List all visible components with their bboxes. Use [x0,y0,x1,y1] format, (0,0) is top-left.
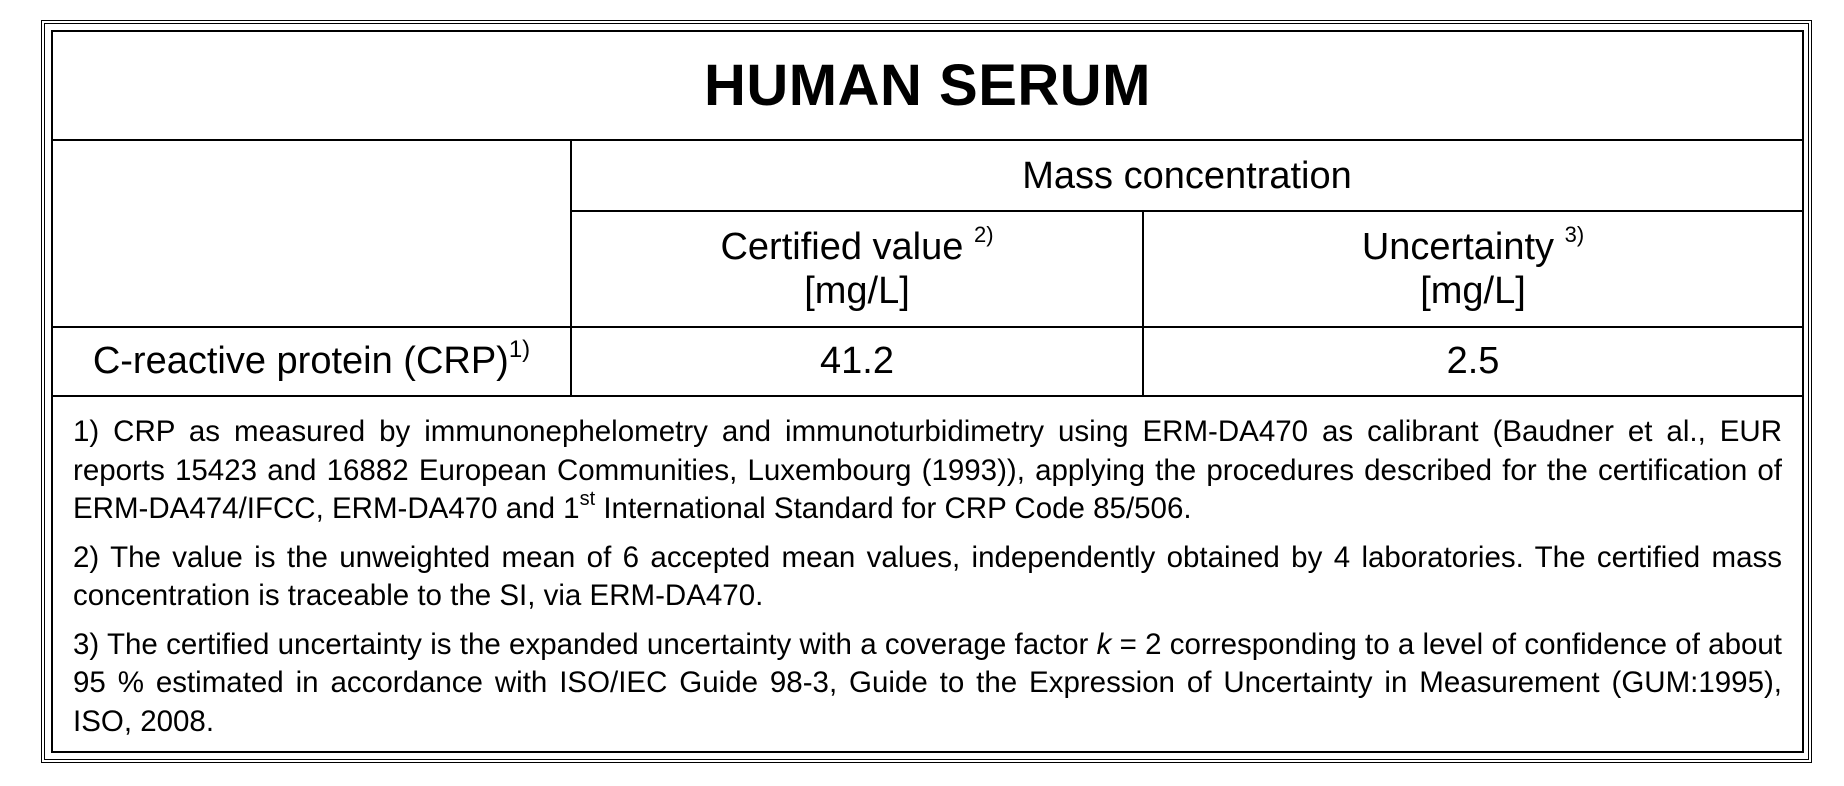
column-unit: [mg/L] [1420,270,1526,312]
footnotes-cell [52,396,1803,752]
uncertainty-cell: 2.5 [1143,327,1803,396]
column-label: Uncertainty [1361,226,1555,268]
footnote-1-text: 1) CRP as measured by immunonephelometry and immunoturbidimetry using ERM-DA470 as calibrant (Baudner et al., EUR reports 15423 and 16882 European Communities, Luxembourg (1993)), applying the procedures described for the certification of ERM-DA474/IFCC, ERM-DA470 and 1 [73,415,1783,525]
footnote-3 [73,626,1782,742]
footnote-marker: 2) [973,222,994,247]
group-header-mass-concentration: Mass concentration [571,140,1803,211]
footnote-marker: 3) [1564,222,1585,247]
column-unit: [mg/L] [804,270,910,312]
certified-values-table [51,30,1804,753]
certificate-frame [41,20,1812,763]
table-row [52,327,1803,396]
certified-value-cell: 41.2 [571,327,1143,396]
footnote-1 [73,413,1782,529]
column-header-certified-value [571,211,1143,327]
coverage-factor-symbol: k [1096,627,1112,661]
footnote-1-text-end: International Standard for CRP Code 85/506. [595,492,1192,525]
ordinal-suffix: st [579,488,596,510]
footnote-2: 2) The value is the unweighted mean of 6 accepted mean values, independently obtained by 4 laboratories. The certified mass concentration is traceable to the SI, via ERM-DA470. [73,540,1783,612]
analyte-cell [52,327,571,396]
empty-header-cell [52,140,571,327]
table-title: HUMAN SERUM [52,31,1803,140]
footnote-marker: 1) [508,336,531,363]
column-label: Certified value [720,226,964,268]
analyte-name: C-reactive protein (CRP) [92,340,509,382]
footnote-3-text: 3) The certified uncertainty is the expanded uncertainty with a coverage factor [73,627,1097,661]
column-header-uncertainty [1143,211,1803,327]
footnote-3-text-end: = 2 corresponding to a level of confidence of about 95 % estimated in accordance with ISO/IEC Guide 98-3, Guide to the Expression of Uncertainty in Measurement (GUM:1995), ISO, 2008. [73,627,1783,738]
